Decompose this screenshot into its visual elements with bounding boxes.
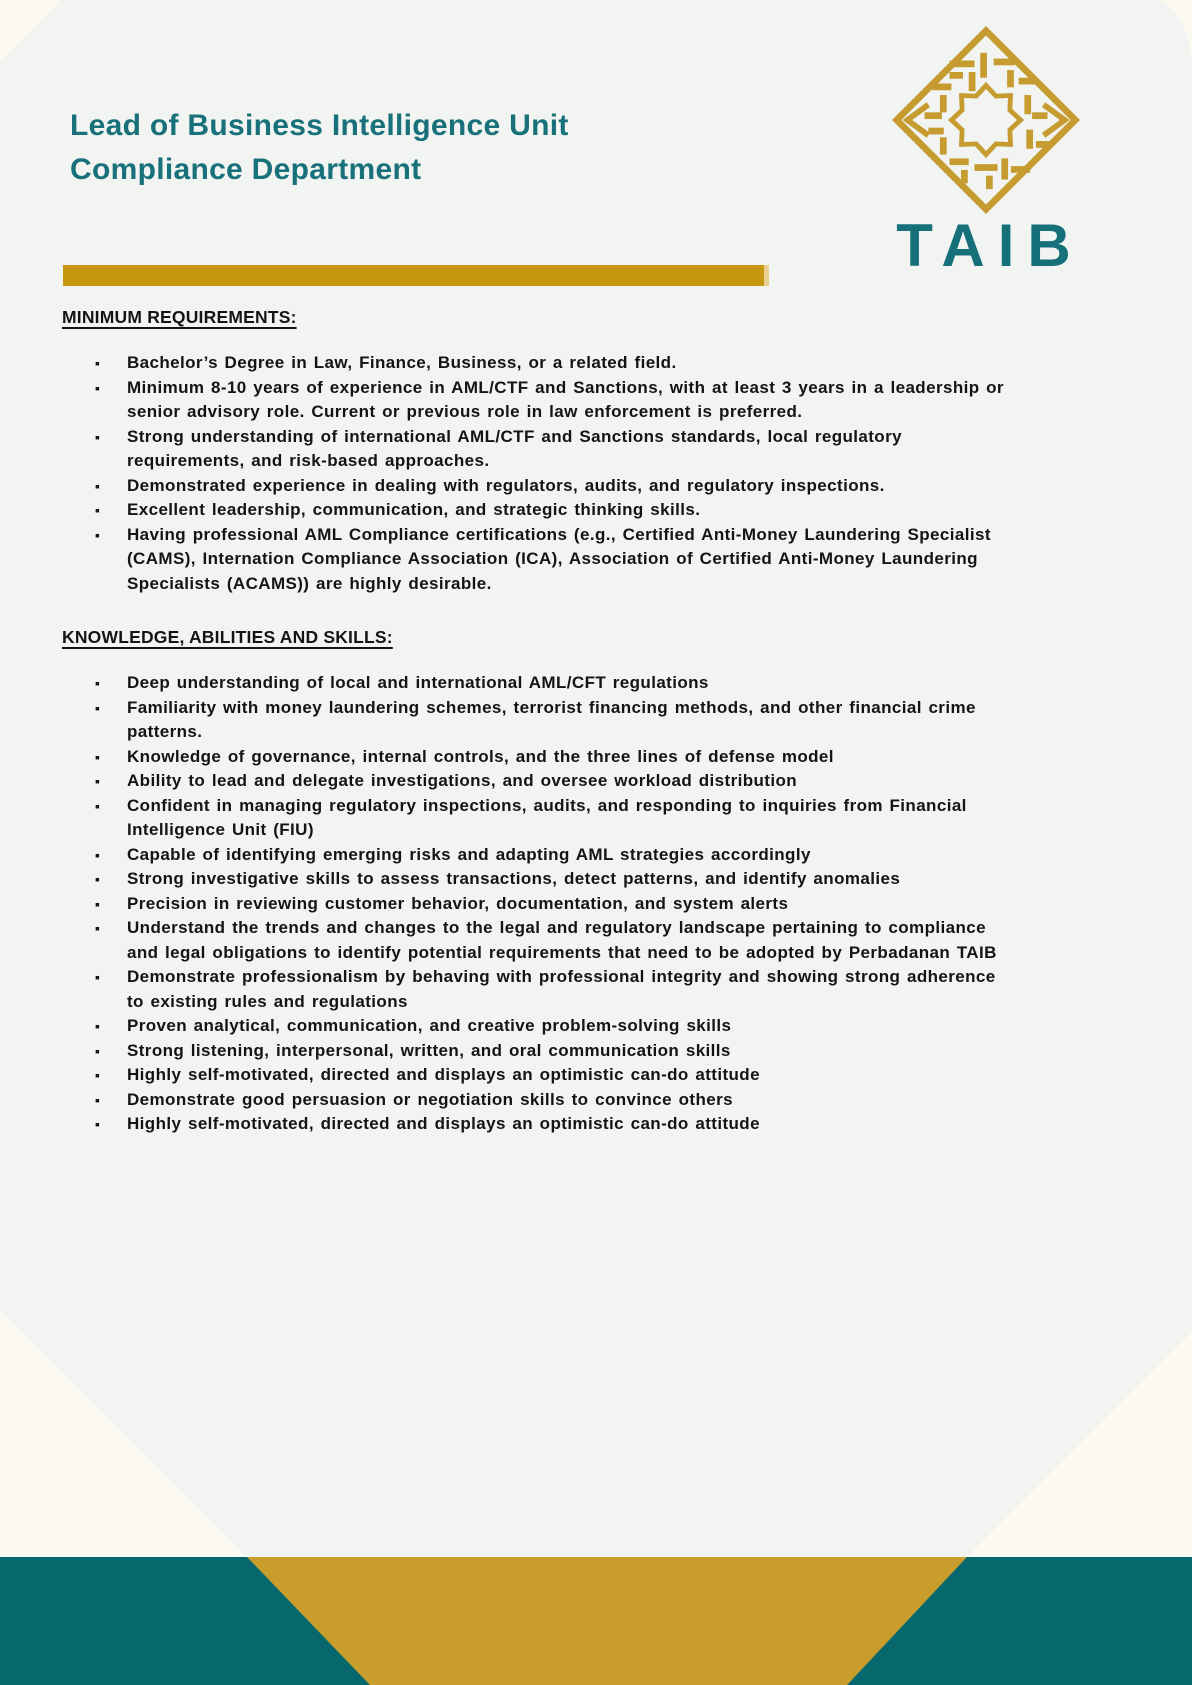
list-item: ▪ Strong listening, interpersonal, written, and oral communication skills — [95, 1039, 1007, 1064]
bottom-left-cream-triangle — [0, 1310, 247, 1557]
gold-divider-bar — [63, 265, 769, 286]
list-item: ▪ Bachelor’s Degree in Law, Finance, Business, or a related field. — [95, 351, 1007, 376]
top-right-round-mask — [1154, 0, 1192, 72]
minimum-requirements-list — [95, 351, 1007, 596]
page-title — [70, 104, 770, 192]
list-item: ▪ Minimum 8-10 years of experience in AML/CTF and Sanctions, with at least 3 years in a leadership or senior advisory role. Current or previous role in law enforcement is preferred. — [95, 376, 1007, 425]
section-heading-minimum-requirements: MINIMUM REQUIREMENTS: — [62, 307, 297, 327]
top-right-cream-corner — [1154, 0, 1192, 72]
bottom-right-cream-triangle — [967, 1332, 1192, 1557]
list-item: ▪ Precision in reviewing customer behavior, documentation, and system alerts — [95, 892, 1007, 917]
list-item: ▪ Ability to lead and delegate investigations, and oversee workload distribution — [95, 769, 1007, 794]
list-item: ▪ Demonstrated experience in dealing with regulators, audits, and regulatory inspections. — [95, 474, 1007, 499]
list-item: ▪ Capable of identifying emerging risks and adapting AML strategies accordingly — [95, 843, 1007, 868]
list-item: ▪ Deep understanding of local and international AML/CFT regulations — [95, 671, 1007, 696]
list-item: ▪ Demonstrate professionalism by behaving with professional integrity and showing strong adherence to existing rules and regulations — [95, 965, 1007, 1014]
page-title-line1: Lead of Business Intelligence Unit — [70, 109, 569, 142]
kufic-star-medallion-icon — [856, 24, 1116, 216]
list-item: ▪ Highly self-motivated, directed and displays an optimistic can-do attitude — [95, 1063, 1007, 1088]
list-item: ▪ Strong understanding of international AML/CTF and Sanctions standards, local regulatory requirements, and risk-based approaches. — [95, 425, 1007, 474]
list-item: ▪ Highly self-motivated, directed and displays an optimistic can-do attitude — [95, 1112, 1007, 1137]
list-item: ▪ Confident in managing regulatory inspections, audits, and responding to inquiries from Financial Intelligence Unit (FIU) — [95, 794, 1007, 843]
list-item: ▪ Strong investigative skills to assess transactions, detect patterns, and identify anomalies — [95, 867, 1007, 892]
list-item: ▪ Understand the trends and changes to the legal and regulatory landscape pertaining to compliance and legal obligations to identify potential requirements that need to be adopted by Perbadanan TAIB — [95, 916, 1007, 965]
section-heading-knowledge-abilities-skills: KNOWLEDGE, ABILITIES AND SKILLS: — [62, 627, 393, 647]
list-item: ▪ Knowledge of governance, internal controls, and the three lines of defense model — [95, 745, 1007, 770]
taib-logo — [856, 24, 1116, 279]
document-body — [62, 307, 1010, 1137]
list-item: ▪ Having professional AML Compliance certifications (e.g., Certified Anti-Money Laundering Specialist (CAMS), Internation Compliance Association (ICA), Association of Certified Anti-Money Laundering Specialists (ACAMS)) are highly desirable. — [95, 523, 1007, 597]
gold-footer-trapezoid — [0, 1557, 1192, 1685]
list-item: ▪ Proven analytical, communication, and creative problem-solving skills — [95, 1014, 1007, 1039]
taib-wordmark: TAIB — [896, 212, 1084, 279]
page-title-line2: Compliance Department — [70, 153, 422, 186]
list-item: ▪ Excellent leadership, communication, and strategic thinking skills. — [95, 498, 1007, 523]
top-left-cream-triangle — [0, 0, 60, 62]
teal-footer-band — [0, 1557, 1192, 1685]
list-item: ▪ Familiarity with money laundering schemes, terrorist financing methods, and other financial crime patterns. — [95, 696, 1007, 745]
knowledge-abilities-skills-list — [95, 671, 1007, 1137]
list-item: ▪ Demonstrate good persuasion or negotiation skills to convince others — [95, 1088, 1007, 1113]
